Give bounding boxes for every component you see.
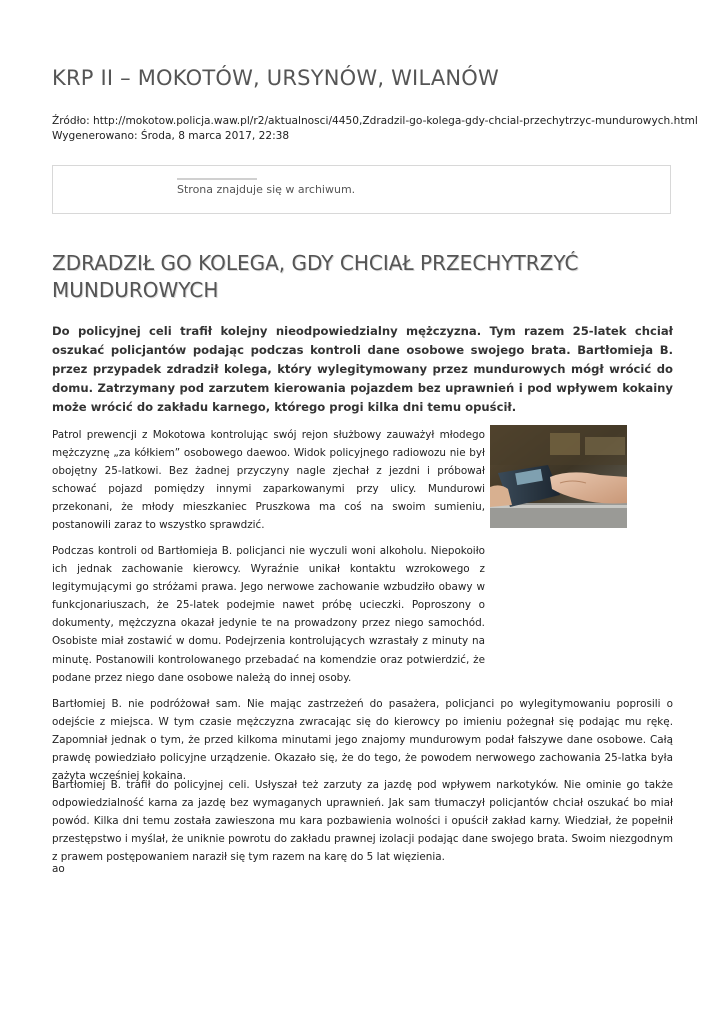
generated-line: Wygenerowano: Środa, 8 marca 2017, 22:38 <box>52 129 290 142</box>
archive-notice: Strona znajduje się w archiwum. <box>177 183 356 196</box>
article-photo <box>490 425 627 528</box>
author-signature: ao <box>52 863 65 875</box>
article-paragraph: Patrol prewencji z Mokotowa kontrolując swój rejon służbowy zauważył młodego mężczyznę „za kółkiem” osobowego daewoo. Widok policyjnego radiowozu nie był obojętny 25-latkowi. Bez żadnej przyczyny nagle zjechał z jezdni i próbował schować pojazd pomiędzy innymi zaparkowanymi przy ulicy. Mundurowi przekonani, że młody mieszkaniec Pruszkowa ma coś na swoim sumieniu, postanowili zaraz to wszystko sprawdzić. <box>52 429 485 532</box>
site-title: KRP II – MOKOTÓW, URSYNÓW, WILANÓW <box>52 66 499 90</box>
source-meta <box>52 114 698 143</box>
archive-divider <box>177 178 257 180</box>
article-lead: Do policyjnej celi trafił kolejny nieodpowiedzialny mężczyzna. Tym razem 25-latek chciał oszukać policjantów podając podczas kontroli dane osobowe swojego brata. Bartłomieja B. przez przypadek zdradził kolega, który wylegitymowany przez mundurowych mógł wrócić do domu. Zatrzymany pod zarzutem kierowania pojazdem bez uprawnień i pod wpływem kokainy może wrócić do zakładu karnego, którego progi kilka dni temu opuścił. <box>52 324 673 415</box>
article-paragraph: Podczas kontroli od Bartłomieja B. policjanci nie wyczuli woni alkoholu. Niepokoiło ich jednak zachowanie kierowcy. Wyraźnie unikał kontaktu wzrokowego z legitymującymi go stróżami prawa. Jego nerwowe zachowanie wzbudziło obawy w funkcjonariuszach, że 25-latek podejmie nawet próbę ucieczki. Poproszony o dokumenty, mężczyzna okazał jedynie te na prowadzony przez niego samochód. Osobiste miał zostawić w domu. Podejrzenia kontrolujących wzrastały z minuty na minutę. Postanowili kontrolowanego przebadać na komendzie oraz potwierdzić, że podane przez niego dane osobowe należą do innej osoby. <box>52 545 485 684</box>
archive-notice-box <box>52 165 671 214</box>
article-paragraph: Bartłomiej B. nie podróżował sam. Nie mając zastrzeżeń do pasażera, policjanci po wylegitymowaniu poprosili o odejście z miejsca. W tym czasie mężczyzna zwracając się do kierowcy po imieniu pożegnał się podając mu rękę. Zapomniał jednak o tym, że przed kilkoma minutami jego znajomy mundurowym podał fałszywe dane osobowe. Całą prawdę powiedziało policyjne urządzenie. Okazało się, że do tego, że powodem nerwowego zachowania 25-latka była zażyta wcześniej kokaina. <box>52 698 673 783</box>
source-line: Źródło: http://mokotow.policja.waw.pl/r2/aktualnosci/4450,Zdradzil-go-kolega-gdy-chcial-przechytrzyc-mundurowych.html <box>52 115 698 127</box>
article-title: ZDRADZIŁ GO KOLEGA, GDY CHCIAŁ PRZECHYTRZYĆ MUNDUROWYCH <box>52 251 579 302</box>
article-paragraph: Bartłomiej B. trafił do policyjnej celi. Usłyszał też zarzuty za jazdę pod wpływem narkotyków. Nie ominie go także odpowiedzialność karna za jazdę bez wymaganych uprawnień. Jak sam tłumaczył policjantów chciał oszukać bo miał powód. Kilka dni temu została zawieszona mu kara pozbawienia wolności i opuścił zakład karny. Wiedział, że popełnił przestępstwo i myślał, że uniknie powrotu do zakładu prawnej izolacji podając dane swojego brata. Swoim niezgodnym z prawem postępowaniem naraził się tym razem na karę do 5 lat więzienia. <box>52 779 673 864</box>
breathalyzer-photo <box>490 425 627 528</box>
